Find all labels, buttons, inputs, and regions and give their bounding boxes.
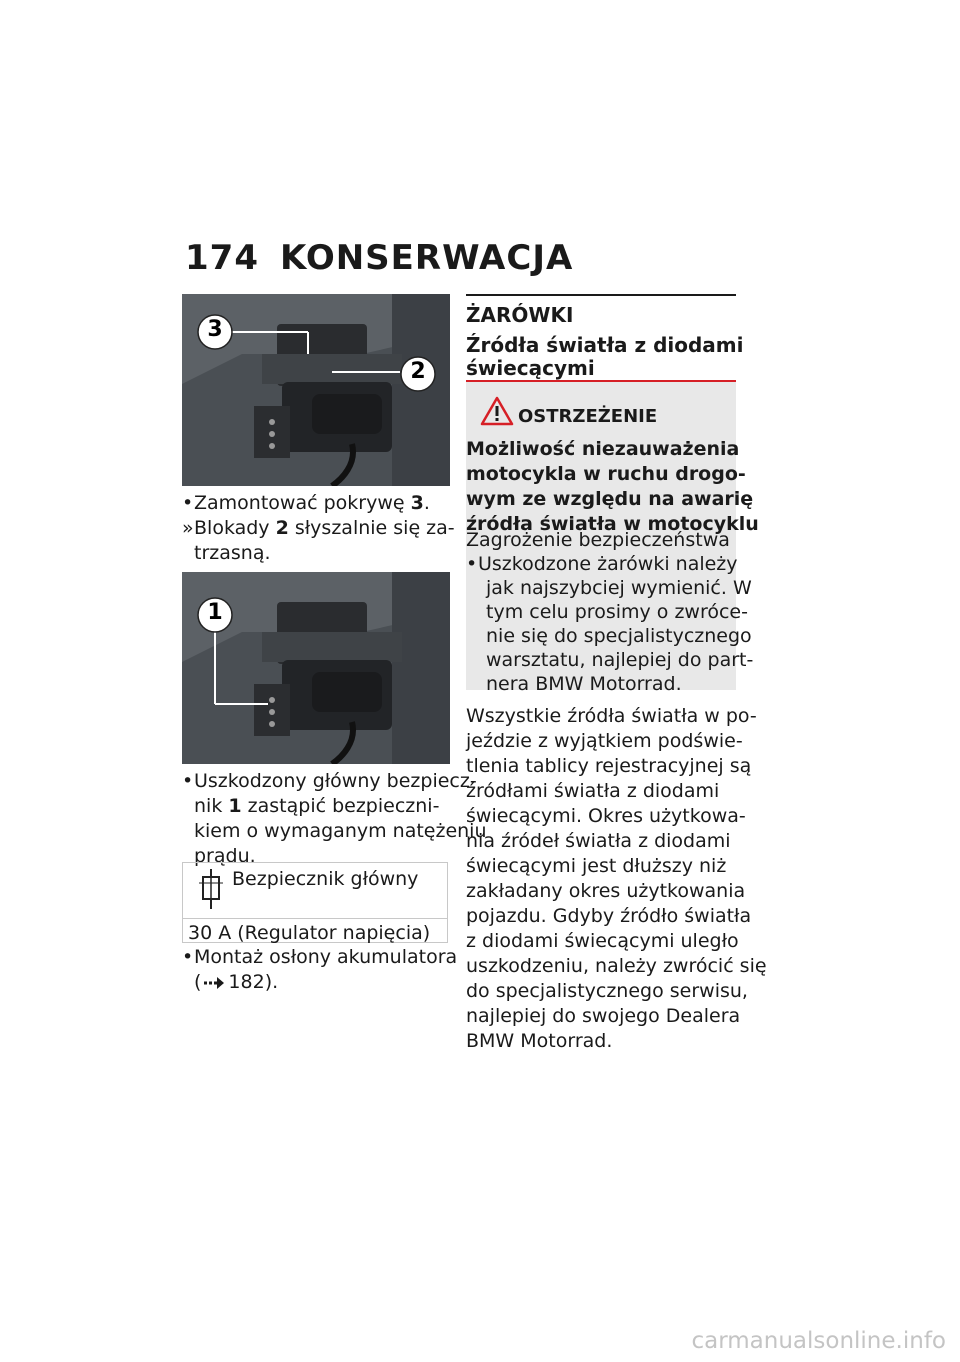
spec-label: Bezpiecznik główny — [232, 868, 419, 890]
bullet-marker: • — [182, 492, 194, 514]
page-reference[interactable]: ( 182). — [194, 971, 279, 993]
callout-1: 1 — [207, 600, 223, 625]
warning-bold-line: motocykla w ruchu drogo- — [466, 463, 746, 485]
bullet-marker: • — [182, 946, 194, 968]
section-rule — [466, 294, 736, 296]
step-replace-fuse-line4: prądu. — [194, 845, 256, 867]
bullet-marker: • — [466, 553, 478, 575]
step-replace-fuse-line3: kiem o wymaganym natężeniu — [194, 820, 487, 842]
photo-battery-cover — [182, 294, 450, 486]
page-header — [185, 238, 573, 278]
subsection-heading-line2: świecącymi — [466, 356, 595, 380]
spec-divider — [183, 918, 447, 919]
result-latches-line2: trzasną. — [194, 542, 271, 564]
ref-number: 2 — [275, 517, 289, 539]
bullet-marker: • — [182, 770, 194, 792]
page-ref-arrow-icon — [203, 976, 225, 990]
warning-triangle-icon — [480, 396, 514, 426]
watermark: carmanualsonline.info — [691, 1328, 946, 1354]
section-heading: ŻARÓWKI — [466, 303, 574, 327]
warning-bold-line: Możliwość niezauważenia — [466, 438, 740, 460]
step-replace-fuse-line2: nik 1 zastąpić bezpieczni- — [194, 795, 440, 817]
fuse-icon — [197, 869, 225, 909]
ref-number: 3 — [410, 492, 424, 514]
section-title: KONSERWACJA — [280, 238, 574, 278]
callout-2: 2 — [410, 359, 426, 384]
warning-heading: OSTRZEŻENIE — [518, 406, 658, 427]
warning-hazard: Zagrożenie bezpieczeństwa — [466, 529, 730, 551]
spec-table-main-fuse — [182, 862, 448, 943]
warning-box: OSTRZEŻENIE Możliwość niezauważenia motocykla w ruchu drogo- wym ze względu na awarię źródła światła w motocyklu Zagrożenie bezpieczeństwa • Uszkodzone żarówki należy jak najszybciej wymienić. W tym celu prosimy o zwróce- nie się do specjalistycznego warsztatu, najlepiej do part- nera BMW Motorrad. — [466, 382, 736, 690]
spec-value: 30 A (Regulator napięcia) — [188, 922, 431, 944]
ref-number: 1 — [228, 795, 242, 817]
warning-bold-line: wym ze względu na awarię — [466, 488, 754, 510]
callout-3: 3 — [207, 317, 223, 342]
photo-main-fuse — [182, 572, 450, 764]
subsection-heading-line1: Źródła światła z diodami — [466, 333, 744, 357]
result-marker: » — [182, 517, 194, 539]
page-number: 174 — [185, 238, 259, 278]
warning-bold-line: źródła światła w motocyklu — [466, 513, 759, 535]
